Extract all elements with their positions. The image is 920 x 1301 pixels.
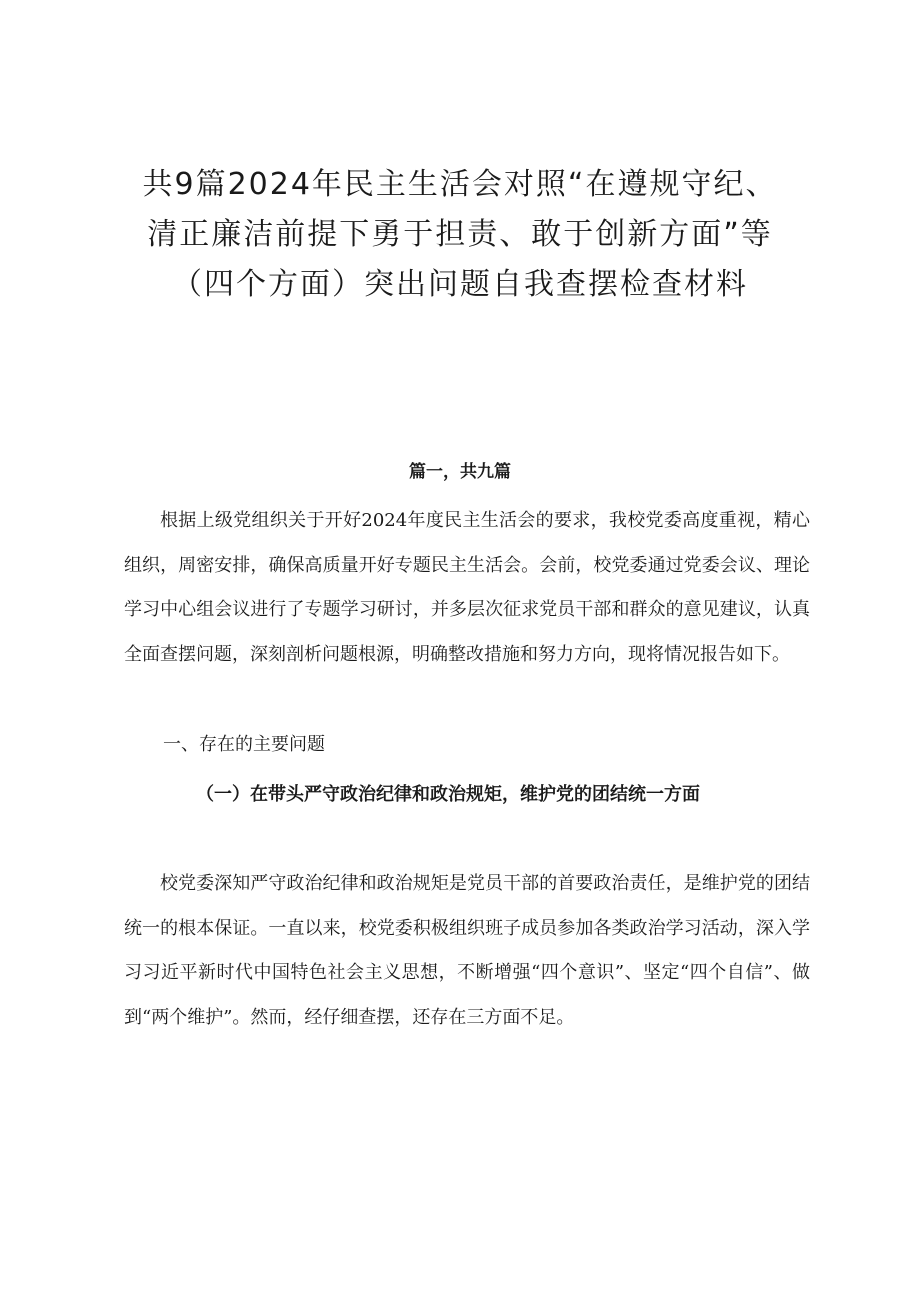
heading-main-problems: 一、存在的主要问题 (163, 734, 325, 755)
subheading-political-discipline (124, 772, 810, 818)
document-title: 共9篇2024年民主生活会对照“在遵规守纪、清正廉洁前提下勇于担责、敢于创新方面”等（四个方面）突出问题自我查摆检查材料 (142, 167, 778, 302)
body-paragraph: 校党委深知严守政治纪律和政治规矩是党员干部的首要政治责任，是维护党的团结统一的根本保证。一直以来，校党委积极组织班子成员参加各类政治学习活动，深入学习习近平新时代中国特色社会主义思想，不断增强“四个意识”、坚定“四个自信”、做到“两个维护”。然而，经仔细查摆，还存在三方面不足。 (124, 873, 810, 1028)
intro-paragraph: 根据上级党组织关于开好2024年度民主生活会的要求，我校党委高度重视，精心组织，周密安排，确保高质量开好专题民主生活会。会前，校党委通过党委会议、理论学习中心组会议进行了专题学习研讨，并多层次征求党员干部和群众的意见建议，认真全面查摆问题，深刻剖析问题根源，明确整改措施和努力方向，现将情况报告如下。 (124, 510, 810, 665)
subheading-text: （一）在带头严守政治纪律和政治规矩，维护党的团结统一方面 (196, 784, 700, 805)
section-label: 篇一，共九篇 (409, 462, 511, 482)
